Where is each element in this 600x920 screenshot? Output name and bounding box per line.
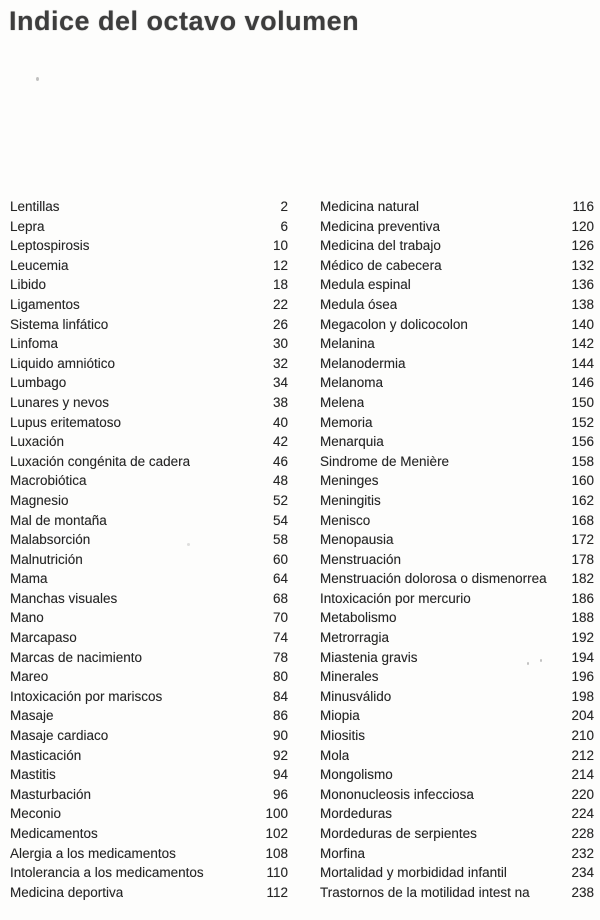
index-entry-row: [320, 491, 594, 511]
entry-label: Malnutrición: [10, 551, 83, 567]
index-entry-row: [10, 295, 288, 315]
entry-page-number: 10: [272, 238, 288, 254]
index-entry-row: [320, 236, 594, 256]
index-entry-row: [10, 393, 288, 413]
entry-page-number: 112: [266, 884, 288, 900]
entry-label: Lumbago: [10, 375, 67, 391]
index-entry-row: [10, 491, 288, 511]
index-entry-row: [320, 432, 594, 452]
index-entry-row: [10, 275, 288, 295]
entry-page-number: 234: [571, 865, 594, 881]
index-entry-row: [320, 550, 594, 570]
entry-label: Alergia a los medicamentos: [10, 845, 176, 861]
entry-page-number: 204: [571, 708, 594, 724]
entry-label: Liquido amniótico: [10, 355, 116, 371]
entry-label: Trastornos de la motilidad intest na: [320, 884, 530, 900]
entry-page-number: 12: [272, 257, 288, 273]
index-entry-row: [320, 452, 594, 472]
entry-label: Meconio: [10, 806, 62, 822]
index-entry-row: [10, 844, 288, 864]
page-title: Indice del octavo volumen: [9, 6, 360, 36]
entry-label: Medicina deportiva: [10, 884, 124, 900]
entry-page-number: 196: [571, 669, 594, 685]
entry-label: Lunares y nevos: [10, 394, 110, 410]
entry-page-number: 232: [571, 845, 594, 861]
entry-page-number: 238: [571, 884, 594, 900]
index-entry-row: [320, 628, 594, 648]
entry-page-number: 126: [571, 238, 594, 254]
entry-label: Intoxicación por mariscos: [10, 688, 163, 704]
entry-label: Morfina: [320, 845, 366, 861]
index-entry-row: [320, 608, 594, 628]
index-entry-row: [320, 706, 594, 726]
index-entry-row: [10, 354, 288, 374]
entry-page-number: 70: [272, 610, 288, 626]
index-entry-row: [10, 315, 288, 335]
entry-label: Melanina: [320, 336, 375, 352]
index-entry-row: [10, 432, 288, 452]
index-entry-row: [10, 550, 288, 570]
index-entry-row: [320, 217, 594, 237]
entry-label: Medula ósea: [320, 296, 398, 312]
index-entry-row: [10, 824, 288, 844]
entry-label: Menisco: [320, 512, 371, 528]
entry-label: Manchas visuales: [10, 590, 118, 606]
entry-label: Leucemia: [10, 257, 69, 273]
entry-page-number: 186: [571, 590, 594, 606]
entry-page-number: 220: [571, 786, 594, 802]
entry-label: Masticación: [10, 747, 82, 763]
entry-label: Miositis: [320, 728, 366, 744]
index-entry-row: [10, 785, 288, 805]
entry-page-number: 168: [571, 512, 594, 528]
entry-page-number: 68: [272, 590, 288, 606]
entry-page-number: 100: [265, 806, 288, 822]
index-entry-row: [320, 393, 594, 413]
entry-label: Masaje: [10, 708, 54, 724]
entry-label: Mongolismo: [320, 767, 393, 783]
entry-label: Metabolismo: [320, 610, 397, 626]
entry-page-number: 152: [571, 414, 594, 430]
entry-label: Sindrome de Menière: [320, 453, 450, 469]
entry-page-number: 58: [272, 532, 288, 548]
index-entry-row: [10, 256, 288, 276]
index-entry-row: [320, 373, 594, 393]
entry-page-number: 156: [571, 434, 594, 450]
entry-label: Mola: [320, 747, 350, 763]
index-entry-row: [10, 511, 288, 531]
entry-page-number: 194: [571, 649, 594, 665]
index-entry-row: [320, 511, 594, 531]
index-entry-row: [10, 217, 288, 237]
entry-label: Leptospirosis: [10, 238, 90, 254]
index-entry-row: [320, 883, 594, 903]
index-entry-row: [10, 667, 288, 687]
entry-label: Minerales: [320, 669, 379, 685]
entry-label: Malabsorción: [10, 532, 91, 548]
index-entry-row: [320, 569, 594, 589]
entry-label: Menarquia: [320, 434, 384, 450]
entry-label: Lupus eritematoso: [10, 414, 122, 430]
index-entry-row: [320, 354, 594, 374]
entry-page-number: 42: [272, 434, 288, 450]
entry-label: Medula espinal: [320, 277, 411, 293]
entry-page-number: 198: [571, 688, 594, 704]
entry-page-number: 136: [571, 277, 594, 293]
entry-label: Mordeduras de serpientes: [320, 826, 477, 841]
index-entry-row: [10, 608, 288, 628]
entry-page-number: 110: [266, 865, 288, 881]
index-entry-row: [320, 334, 594, 354]
entry-page-number: 54: [272, 512, 288, 528]
index-entry-row: [10, 687, 288, 707]
index-entry-row: [10, 648, 288, 668]
index-entry-row: [320, 785, 594, 805]
entry-label: Ligamentos: [10, 296, 80, 312]
index-entry-row: [10, 706, 288, 726]
entry-page-number: 46: [272, 453, 288, 469]
entry-page-number: 140: [571, 316, 594, 332]
entry-page-number: 38: [272, 394, 288, 410]
index-entry-row: [320, 295, 594, 315]
entry-page-number: 26: [272, 316, 288, 332]
entry-label: Melanoma: [320, 375, 384, 391]
entry-label: Menstruación dolorosa o dismenorrea: [320, 571, 547, 587]
index-entry-row: [10, 804, 288, 824]
entry-page-number: 30: [272, 336, 288, 352]
entry-label: Sistema linfático: [10, 316, 109, 332]
entry-page-number: 96: [272, 786, 288, 802]
entry-label: Miastenia gravis: [320, 649, 418, 665]
index-entry-row: [320, 589, 594, 609]
entry-label: Mareo: [10, 669, 49, 685]
entry-label: Mononucleosis infecciosa: [320, 786, 474, 802]
entry-label: Macrobiótica: [10, 473, 87, 489]
index-entry-row: [10, 589, 288, 609]
index-entry-row: [320, 413, 594, 433]
entry-page-number: 40: [272, 414, 288, 430]
entry-page-number: 22: [272, 296, 288, 312]
entry-page-number: 34: [272, 375, 288, 391]
index-entry-row: [10, 373, 288, 393]
entry-label: Masaje cardiaco: [10, 728, 109, 744]
index-entry-row: [10, 863, 288, 883]
entry-label: Medicina natural: [320, 199, 420, 214]
index-entry-row: [10, 726, 288, 746]
entry-page-number: 84: [272, 688, 288, 704]
entry-page-number: 64: [272, 571, 288, 587]
entry-page-number: 214: [571, 767, 594, 783]
entry-page-number: 132: [571, 257, 594, 273]
index-entry-row: [10, 883, 288, 903]
index-entry-row: [10, 569, 288, 589]
index-entry-row: [10, 746, 288, 766]
entry-label: Mama: [10, 571, 48, 587]
entry-label: Intoxicación por mercurio: [320, 590, 471, 606]
entry-label: Medicamentos: [10, 826, 98, 841]
entry-label: Menstruación: [320, 551, 402, 567]
index-entry-row: [320, 197, 594, 217]
entry-page-number: 108: [265, 845, 288, 861]
entry-page-number: 102: [265, 826, 288, 841]
entry-page-number: 32: [272, 355, 288, 371]
entry-page-number: 94: [272, 767, 288, 783]
entry-page-number: 2: [280, 199, 288, 214]
index-entry-row: [10, 452, 288, 472]
entry-page-number: 178: [571, 551, 594, 567]
entry-label: Medicina preventiva: [320, 218, 441, 234]
entry-page-number: 80: [272, 669, 288, 685]
entry-page-number: 192: [571, 630, 594, 646]
entry-label: Intolerancia a los medicamentos: [10, 865, 204, 881]
entry-label: Linfoma: [10, 336, 59, 352]
entry-page-number: 78: [272, 649, 288, 665]
entry-page-number: 150: [571, 394, 594, 410]
entry-page-number: 52: [272, 492, 288, 508]
entry-label: Medicina del trabajo: [320, 238, 441, 254]
entry-page-number: 92: [272, 747, 288, 763]
index-entry-row: [320, 648, 594, 668]
entry-page-number: 212: [571, 747, 594, 763]
index-entry-row: [320, 687, 594, 707]
index-entry-row: [10, 471, 288, 491]
entry-page-number: 182: [571, 571, 594, 587]
index-entry-row: [320, 746, 594, 766]
entry-label: Mordeduras: [320, 806, 393, 822]
index-column-left: [10, 197, 288, 902]
index-entry-row: [320, 256, 594, 276]
index-entry-row: [320, 275, 594, 295]
entry-label: Mano: [10, 610, 44, 626]
index-entry-row: [10, 197, 288, 217]
index-entry-row: [320, 726, 594, 746]
entry-page-number: 172: [571, 532, 594, 548]
index-entry-row: [320, 471, 594, 491]
entry-label: Mastitis: [10, 767, 56, 783]
index-entry-row: [10, 334, 288, 354]
entry-label: Memoria: [320, 414, 373, 430]
entry-label: Marcas de nacimiento: [10, 649, 143, 665]
index-entry-row: [10, 530, 288, 550]
entry-label: Menopausia: [320, 532, 394, 548]
entry-page-number: 120: [571, 218, 594, 234]
entry-label: Miopia: [320, 708, 360, 724]
entry-label: Libido: [10, 277, 47, 293]
entry-label: Mal de montaña: [10, 512, 107, 528]
entry-page-number: 158: [571, 453, 594, 469]
index-entry-row: [320, 824, 594, 844]
entry-page-number: 18: [272, 277, 288, 293]
entry-page-number: 48: [272, 473, 288, 489]
index-entry-row: [10, 765, 288, 785]
entry-label: Metrorragia: [320, 630, 390, 646]
entry-page-number: 142: [571, 336, 594, 352]
entry-page-number: 86: [272, 708, 288, 724]
index-entry-row: [320, 765, 594, 785]
entry-label: Magnesio: [10, 492, 69, 508]
index-column-right: [320, 197, 594, 902]
entry-label: Mortalidad y morbididad infantil: [320, 865, 507, 881]
entry-label: Luxación congénita de cadera: [10, 453, 191, 469]
index-entry-row: [320, 844, 594, 864]
index-entry-row: [10, 236, 288, 256]
index-entry-row: [320, 863, 594, 883]
entry-label: Megacolon y dolicocolon: [320, 316, 468, 332]
entry-label: Masturbación: [10, 786, 92, 802]
entry-page-number: 188: [571, 610, 594, 626]
entry-page-number: 228: [571, 826, 594, 841]
entry-label: Minusválido: [320, 688, 392, 704]
entry-label: Marcapaso: [10, 630, 77, 646]
entry-page-number: 160: [571, 473, 594, 489]
index-entry-row: [10, 413, 288, 433]
entry-page-number: 138: [571, 296, 594, 312]
index-entry-row: [320, 667, 594, 687]
scan-artifact: [36, 77, 39, 81]
entry-page-number: 146: [571, 375, 594, 391]
entry-page-number: 90: [272, 728, 288, 744]
entry-label: Médico de cabecera: [320, 257, 442, 273]
index-entry-row: [10, 628, 288, 648]
index-entry-row: [320, 804, 594, 824]
entry-label: Meningitis: [320, 492, 381, 508]
entry-page-number: 210: [571, 728, 594, 744]
entry-page-number: 6: [280, 218, 288, 234]
entry-label: Luxación: [10, 434, 65, 450]
entry-label: Melanodermia: [320, 355, 406, 371]
entry-page-number: 74: [272, 630, 288, 646]
entry-label: Lepra: [10, 218, 45, 234]
entry-page-number: 224: [571, 806, 594, 822]
entry-page-number: 144: [571, 355, 594, 371]
entry-page-number: 116: [572, 199, 594, 214]
entry-label: Lentillas: [10, 199, 60, 214]
index-entry-row: [320, 530, 594, 550]
index-entry-row: [320, 315, 594, 335]
entry-label: Melena: [320, 394, 365, 410]
entry-page-number: 162: [571, 492, 594, 508]
entry-label: Meninges: [320, 473, 379, 489]
entry-page-number: 60: [272, 551, 288, 567]
